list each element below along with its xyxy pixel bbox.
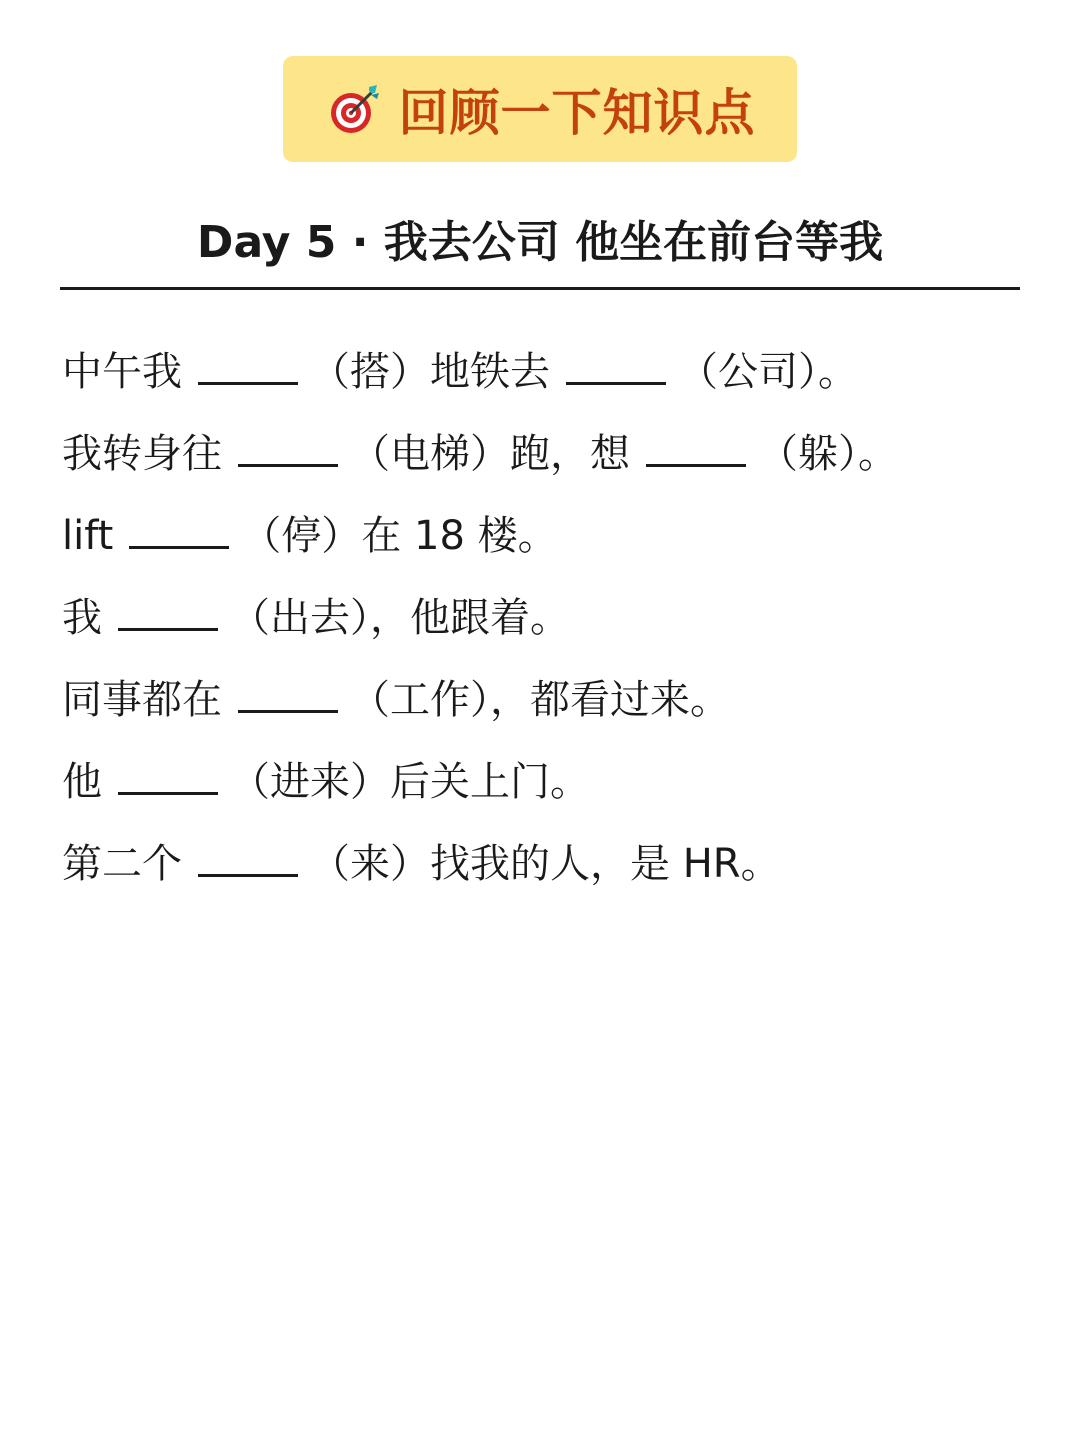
fill-blank (118, 598, 218, 631)
exercise-line-6 (62, 754, 1042, 836)
fill-blank (238, 434, 338, 467)
page-title: Day 5 · 我去公司 他坐在前台等我 (196, 217, 884, 268)
exercise-line-3 (62, 508, 1042, 590)
fill-blank (118, 762, 218, 795)
exercise-line-1 (62, 344, 1042, 426)
fill-blank (129, 516, 229, 549)
exercise-line-5 (62, 672, 1042, 754)
line-text: 同事都在 (62, 677, 222, 723)
header-banner (283, 56, 797, 162)
exercise-line-4 (62, 590, 1042, 672)
line-text: （来）找我的人，是 HR。 (310, 841, 781, 887)
line-text: 第二个 (62, 841, 182, 887)
line-text: （工作），都看过来。 (350, 677, 730, 723)
line-text: （搭）地铁去 (310, 349, 550, 395)
title-divider (60, 287, 1020, 290)
line-text: （公司）。 (678, 349, 858, 395)
line-text: （电梯）跑，想 (350, 431, 630, 477)
exercise-line-2 (62, 426, 1042, 508)
banner-title: 回顾一下知识点 (398, 84, 756, 142)
line-text: 我转身往 (62, 431, 222, 477)
line-text: lift (62, 513, 114, 559)
fill-blank (198, 844, 298, 877)
line-text: 我 (62, 595, 102, 641)
fill-blank (646, 434, 746, 467)
banner-content (325, 73, 756, 145)
fill-blank (238, 680, 338, 713)
target-dart-icon (325, 81, 381, 137)
line-text: 他 (62, 759, 102, 805)
fill-blank (566, 352, 666, 385)
exercise-list (62, 344, 1042, 918)
line-text: （躲）。 (758, 431, 898, 477)
line-text: （进来）后关上门。 (230, 759, 590, 805)
line-text: 中午我 (62, 349, 182, 395)
line-text: （停）在 18 楼。 (241, 513, 558, 559)
exercise-line-7 (62, 836, 1042, 918)
fill-blank (198, 352, 298, 385)
line-text: （出去），他跟着。 (230, 595, 570, 641)
